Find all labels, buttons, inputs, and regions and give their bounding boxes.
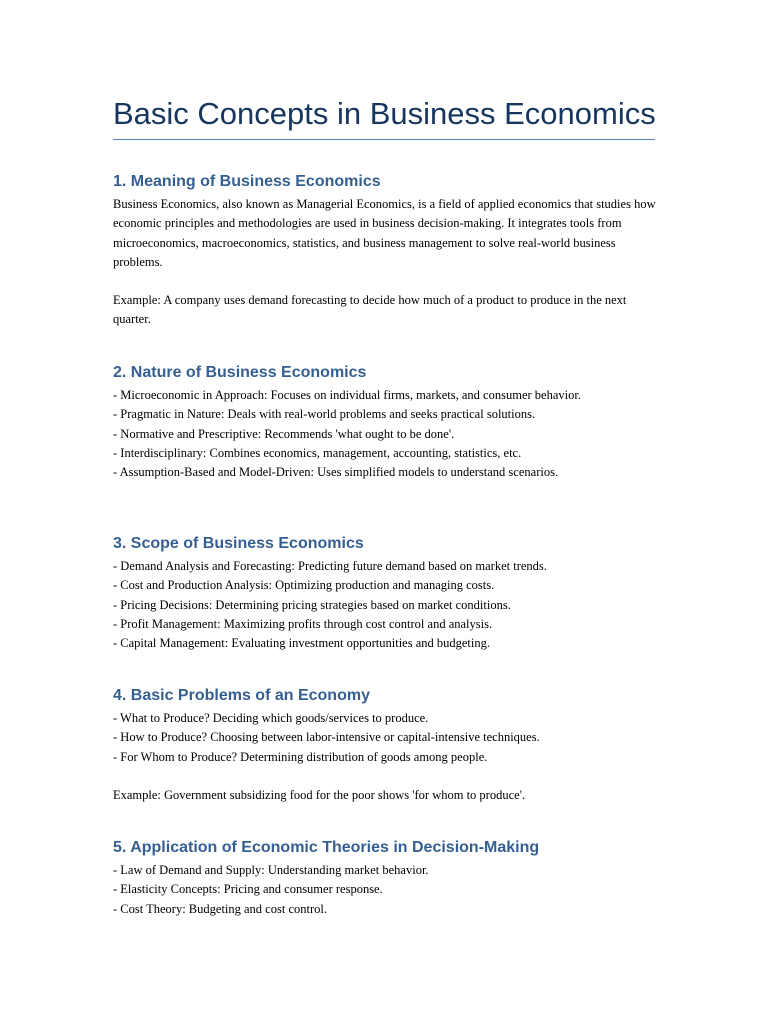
section-scope [113, 533, 658, 653]
section-list [113, 557, 658, 653]
section-heading: 5. Application of Economic Theories in Decision-Making [113, 839, 540, 856]
document-title: Basic Concepts in Business Economics [113, 96, 656, 131]
list-item: - What to Produce? Deciding which goods/services to produce. [113, 711, 429, 725]
paragraph-gap [113, 272, 658, 291]
section-paragraph: Business Economics, also known as Managerial Economics, is a field of applied economics that studies how economic principles and methodologies are used in business decision-making. It integrates tools from microeconomics, macroeconomics, statistics, and business management to solve real-world business problems. [113, 197, 656, 269]
section-heading: 3. Scope of Business Economics [113, 535, 364, 552]
list-item: - Interdisciplinary: Combines economics, management, accounting, statistics, etc. [113, 445, 522, 460]
list-item: - Capital Management: Evaluating investment opportunities and budgeting. [113, 636, 491, 651]
section-list [113, 386, 658, 482]
section-heading: 2. Nature of Business Economics [113, 364, 367, 381]
list-item: - Profit Management: Maximizing profits through cost control and analysis. [113, 616, 493, 631]
section-meaning [113, 171, 658, 330]
list-item: - For Whom to Produce? Determining distribution of goods among people. [113, 749, 488, 764]
list-item: - Law of Demand and Supply: Understanding market behavior. [113, 863, 429, 877]
section-basic-problems [113, 685, 658, 805]
list-item: - Normative and Prescriptive: Recommends 'what ought to be done'. [113, 426, 455, 441]
list-item: - Demand Analysis and Forecasting: Predicting future demand based on market trends. [113, 559, 547, 573]
section-application [113, 837, 658, 919]
section-nature [113, 362, 658, 482]
list-item: - Elasticity Concepts: Pricing and consumer response. [113, 882, 383, 897]
list-item: - Cost Theory: Budgeting and cost control. [113, 901, 327, 916]
list-item: - Microeconomic in Approach: Focuses on individual firms, markets, and consumer behavior. [113, 388, 581, 402]
section-list [113, 861, 658, 919]
list-item: - Pragmatic in Nature: Deals with real-world problems and seeks practical solutions. [113, 407, 536, 422]
list-item: - How to Produce? Choosing between labor-intensive or capital-intensive techniques. [113, 730, 540, 745]
list-item: - Pricing Decisions: Determining pricing strategies based on market conditions. [113, 597, 511, 612]
section-heading: 4. Basic Problems of an Economy [113, 687, 370, 704]
section-list [113, 709, 658, 767]
section-example: Example: A company uses demand forecasting to decide how much of a product to produce in the next quarter. [113, 293, 627, 327]
title-underline-rule [113, 139, 655, 140]
list-item: - Cost and Production Analysis: Optimizing production and managing costs. [113, 578, 495, 593]
paragraph-gap [113, 767, 658, 786]
section-example: Example: Government subsidizing food for the poor shows 'for whom to produce'. [113, 787, 526, 802]
list-item: - Assumption-Based and Model-Driven: Uses simplified models to understand scenarios. [113, 465, 559, 480]
section-heading: 1. Meaning of Business Economics [113, 173, 381, 190]
